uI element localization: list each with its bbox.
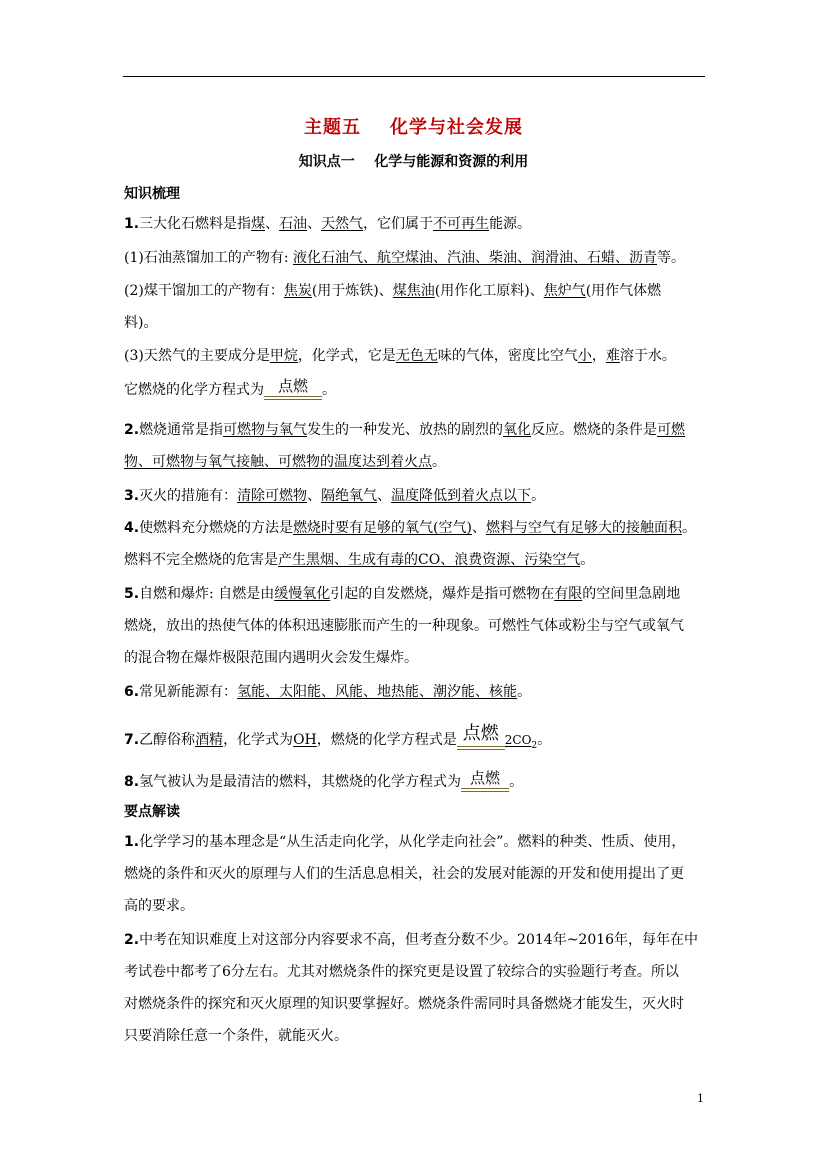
page-title: 主题五 化学与社会发展 [303,117,524,138]
point-2-line-3: 对燃烧条件的探究和灭火原理的知识要掌握好。燃烧条件需同时具备燃烧才能发生，灭火时 [124,996,684,1012]
point-1-line-2: 燃烧的条件和灭火的原理与人们的生活息息相关，社会的发展对能源的开发和使用提出了更 [124,866,684,882]
heading-key-points: 要点解读 [124,804,180,820]
header-rule [123,76,705,77]
item-2: 2.燃烧通常是指可燃物与氧气发生的一种发光、放热的剧烈的氧化反应。燃烧的条件是可燃 [124,422,686,438]
point-2-line-2: 考试卷中都考了6分左右。尤其对燃烧条件的探究更是设置了较综合的实验题行考查。所以 [124,964,679,980]
item-1-2: (2)煤干馏加工的产物有：焦炭(用于炼铁)、煤焦油(用作化工原料)、焦炉气(用作气体燃 [124,283,662,299]
item-2-cont: 物、可燃物与氧气接触、可燃物的温度达到着火点。 [124,454,446,470]
item-5-cont-2: 的混合物在爆炸极限范围内遇明火会发生爆炸。 [124,650,418,666]
point-1-line-3: 高的要求。 [124,898,194,914]
item-6: 6.常见新能源有：氢能、太阳能、风能、地热能、潮汐能、核能。 [124,684,532,700]
item-4-cont: 燃料不完全燃烧的危害是产生黑烟、生成有毒的CO、浪费资源、污染空气。 [124,552,595,568]
item-5-cont-1: 燃烧，放出的热使气体的体积迅速膨胀而产生的一种现象。可燃性气体或粉尘与空气或氧气 [124,618,684,634]
reaction-condition: 点燃 [457,724,505,750]
item-1-1: (1)石油蒸馏加工的产物有: 液化石油气、航空煤油、汽油、柴油、润滑油、石蜡、沥青等。 [124,250,685,266]
item-7: 7.乙醇俗称酒精，化学式为OH，燃烧的化学方程式是 点燃 $2CO_2$。 [124,723,552,751]
item-1: 1.三大化石燃料是指煤、石油、天然气，它们属于不可再生能源。 [124,216,532,232]
point-2-line-4: 只要消除任意一个条件，就能灭火。 [124,1028,348,1044]
reaction-condition: 点燃 [461,770,509,792]
item-3: 3.灭火的措施有：清除可燃物、隔绝氧气、温度降低到着火点以下。 [124,488,546,504]
item-4: 4.使燃料充分燃烧的方法是燃烧时要有足够的氧气(空气)、燃料与空气有足够大的接触面积。 [124,520,696,536]
item-8: 8.氢气被认为是最清洁的燃料，其燃烧的化学方程式为 点燃 。 [124,769,524,790]
point-2-line-1: 2.中考在知识难度上对这部分内容要求不高，但考查分数不少。2014年~2016年，每年在中 [124,932,699,948]
section-subtitle: 知识点一 化学与能源和资源的利用 [298,154,529,170]
item-1-3-cont: 它燃烧的化学方程式为 点燃 。 [124,377,336,398]
item-1-3: (3)天然气的主要成分是甲烷，化学式，它是无色无味的气体，密度比空气小，难溶于水。 [124,348,676,364]
heading-knowledge-review: 知识梳理 [124,186,180,202]
point-1-line-1: 1.化学学习的基本理念是“从生活走向化学，从化学走向社会”。燃料的种类、性质、使用， [124,834,686,850]
item-5: 5.自燃和爆炸: 自燃是由缓慢氧化引起的自发燃烧，爆炸是指可燃物在有限的空间里急剧地 [124,586,681,602]
reaction-condition: 点燃 [264,378,322,400]
item-1-2-cont: 料)。 [124,315,158,331]
page-number: 1 [697,1092,704,1105]
